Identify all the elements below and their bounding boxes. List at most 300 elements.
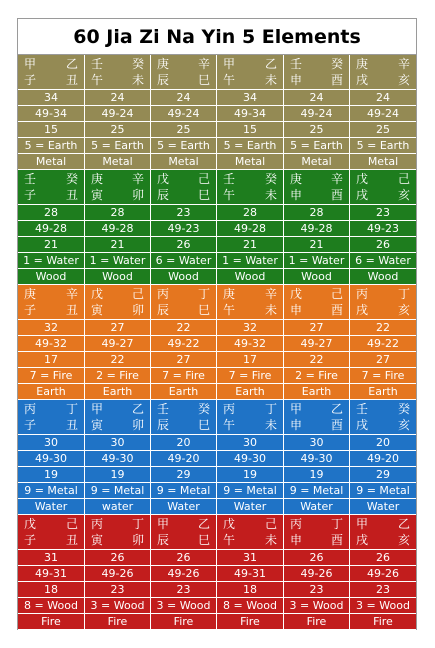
table-cell: 5 = Earth xyxy=(151,138,217,154)
stem-line xyxy=(223,286,277,302)
section-4 xyxy=(18,400,416,515)
table-cell: 26 xyxy=(350,237,416,253)
stem-branch-cell xyxy=(284,515,350,550)
table-cell: 5 = Earth xyxy=(284,138,350,154)
table-cell: Earth xyxy=(151,384,217,400)
stem-line xyxy=(290,286,343,302)
table-cell: Wood xyxy=(284,269,350,285)
table-cell: 5 = Earth xyxy=(350,138,416,154)
stem-line xyxy=(290,401,343,417)
stem-branch-row xyxy=(18,285,416,320)
table-cell: 30 xyxy=(85,435,151,451)
subtraction-row xyxy=(18,566,416,582)
stem-line xyxy=(157,401,210,417)
stem-line xyxy=(24,401,78,417)
table-cell: 49-22 xyxy=(350,336,416,352)
glyph: 酉 xyxy=(330,73,343,87)
glyph: 丑 xyxy=(65,73,78,87)
glyph: 己 xyxy=(197,172,210,186)
glyph: 未 xyxy=(264,533,277,547)
glyph: 午 xyxy=(223,533,236,547)
table-cell: 9 = Metal xyxy=(85,483,151,499)
table-cell: 49-24 xyxy=(284,106,350,122)
table-cell: 7 = Fire xyxy=(18,368,85,384)
stem-line xyxy=(223,516,277,532)
stem-branch-cell xyxy=(85,400,151,435)
glyph: 寅 xyxy=(91,418,104,432)
stem-line xyxy=(91,171,144,187)
glyph: 辛 xyxy=(131,172,144,186)
glyph: 壬 xyxy=(223,172,236,186)
stem-branch-cell xyxy=(350,55,416,90)
table-cell: 34 xyxy=(217,90,284,106)
subtraction-row xyxy=(18,221,416,237)
glyph: 丑 xyxy=(65,188,78,202)
glyph: 戊 xyxy=(24,517,37,531)
glyph: 未 xyxy=(264,73,277,87)
glyph: 丑 xyxy=(65,418,78,432)
stem-branch-row xyxy=(18,515,416,550)
table-cell: 21 xyxy=(18,237,85,253)
stem-line xyxy=(356,516,410,532)
table-cell: 6 = Water xyxy=(350,253,416,269)
branch-line xyxy=(290,72,343,88)
table-cell: 18 xyxy=(18,582,85,598)
table-cell: Metal xyxy=(350,154,416,170)
stem-branch-row xyxy=(18,400,416,435)
table-cell: 17 xyxy=(18,352,85,368)
table-cell: 28 xyxy=(217,205,284,221)
stem-line xyxy=(356,56,410,72)
table-cell: 49-32 xyxy=(18,336,85,352)
branch-line xyxy=(24,187,78,203)
stem-branch-cell xyxy=(350,515,416,550)
glyph: 亥 xyxy=(397,73,410,87)
glyph: 丁 xyxy=(131,517,144,531)
stem-branch-cell xyxy=(151,170,217,205)
table-cell: 26 xyxy=(151,550,217,566)
glyph: 戊 xyxy=(356,172,369,186)
table-cell: 31 xyxy=(217,550,284,566)
table-cell: Fire xyxy=(18,614,85,630)
glyph: 午 xyxy=(223,418,236,432)
glyph: 壬 xyxy=(91,57,104,71)
stem-line xyxy=(223,56,277,72)
table-cell: Wood xyxy=(85,269,151,285)
glyph: 庚 xyxy=(157,57,170,71)
glyph: 辰 xyxy=(157,303,170,317)
table-cell: 1 = Water xyxy=(18,253,85,269)
glyph: 未 xyxy=(264,188,277,202)
glyph: 丙 xyxy=(223,402,236,416)
glyph: 申 xyxy=(290,188,303,202)
table-cell: Water xyxy=(151,499,217,515)
glyph: 丙 xyxy=(91,517,104,531)
glyph: 戌 xyxy=(356,303,369,317)
glyph: 申 xyxy=(290,73,303,87)
table-cell: 6 = Water xyxy=(151,253,217,269)
glyph: 乙 xyxy=(397,517,410,531)
stem-line xyxy=(24,516,78,532)
glyph: 乙 xyxy=(264,57,277,71)
table-cell: 49-28 xyxy=(284,221,350,237)
glyph: 酉 xyxy=(330,303,343,317)
table-cell: 49-27 xyxy=(85,336,151,352)
glyph: 甲 xyxy=(157,517,170,531)
glyph: 戊 xyxy=(290,287,303,301)
table-cell: 24 xyxy=(85,90,151,106)
glyph: 丑 xyxy=(65,533,78,547)
stem-branch-cell xyxy=(350,400,416,435)
branch-line xyxy=(356,302,410,318)
table-cell: 25 xyxy=(85,122,151,138)
table-cell: 9 = Metal xyxy=(217,483,284,499)
glyph: 子 xyxy=(24,73,37,87)
branch-line xyxy=(223,72,277,88)
glyph: 丙 xyxy=(24,402,37,416)
glyph: 巳 xyxy=(197,73,210,87)
glyph: 酉 xyxy=(330,533,343,547)
table-cell: 27 xyxy=(85,320,151,336)
glyph: 丁 xyxy=(330,517,343,531)
glyph: 亥 xyxy=(397,418,410,432)
table-cell: 27 xyxy=(151,352,217,368)
table-cell: 49-24 xyxy=(350,106,416,122)
stem-line xyxy=(24,286,78,302)
table-cell: 24 xyxy=(284,90,350,106)
stem-line xyxy=(157,171,210,187)
table-cell: 22 xyxy=(151,320,217,336)
table-cell: 1 = Water xyxy=(85,253,151,269)
branch-line xyxy=(290,187,343,203)
table-cell: 22 xyxy=(284,352,350,368)
glyph: 癸 xyxy=(65,172,78,186)
table-cell: Fire xyxy=(151,614,217,630)
branch-line xyxy=(157,187,210,203)
glyph: 丙 xyxy=(356,287,369,301)
stem-branch-cell xyxy=(217,285,284,320)
table-cell: 25 xyxy=(151,122,217,138)
glyph: 庚 xyxy=(290,172,303,186)
stem-line xyxy=(24,171,78,187)
table-cell: 49-26 xyxy=(350,566,416,582)
table-cell: 7 = Fire xyxy=(217,368,284,384)
table-cell: Fire xyxy=(350,614,416,630)
table-cell: 19 xyxy=(217,467,284,483)
glyph: 己 xyxy=(397,172,410,186)
na-yin-element-row xyxy=(18,614,416,630)
table-cell: 49-34 xyxy=(217,106,284,122)
table-cell: 49-28 xyxy=(85,221,151,237)
glyph: 申 xyxy=(290,418,303,432)
table-cell: 3 = Wood xyxy=(85,598,151,614)
table-cell: 25 xyxy=(284,122,350,138)
table-cell: Wood xyxy=(18,269,85,285)
table-cell: 49-20 xyxy=(151,451,217,467)
page-title: 60 Jia Zi Na Yin 5 Elements xyxy=(18,19,416,55)
glyph: 癸 xyxy=(264,172,277,186)
table-cell: 9 = Metal xyxy=(350,483,416,499)
glyph: 戊 xyxy=(223,517,236,531)
glyph: 申 xyxy=(290,533,303,547)
na-yin-element-row xyxy=(18,499,416,515)
glyph: 丑 xyxy=(65,303,78,317)
element-calc-row xyxy=(18,138,416,154)
glyph: 酉 xyxy=(330,188,343,202)
glyph: 巳 xyxy=(197,533,210,547)
glyph: 甲 xyxy=(24,57,37,71)
stem-line xyxy=(91,516,144,532)
table-cell: 21 xyxy=(217,237,284,253)
table-cell: Earth xyxy=(85,384,151,400)
glyph: 巳 xyxy=(197,418,210,432)
glyph: 癸 xyxy=(131,57,144,71)
stem-line xyxy=(157,516,210,532)
table-cell: Fire xyxy=(217,614,284,630)
section-2 xyxy=(18,170,416,285)
stem-branch-cell xyxy=(18,285,85,320)
table-cell: 28 xyxy=(284,205,350,221)
element-calc-row xyxy=(18,483,416,499)
table-cell: 2 = Fire xyxy=(284,368,350,384)
table-cell: 24 xyxy=(151,90,217,106)
table-cell: 49-23 xyxy=(350,221,416,237)
glyph: 午 xyxy=(223,188,236,202)
stem-line xyxy=(356,401,410,417)
table-cell: Wood xyxy=(151,269,217,285)
glyph: 卯 xyxy=(131,533,144,547)
glyph: 未 xyxy=(264,303,277,317)
glyph: 庚 xyxy=(91,172,104,186)
table-cell: Wood xyxy=(217,269,284,285)
glyph: 乙 xyxy=(197,517,210,531)
stem-branch-cell xyxy=(350,285,416,320)
table-cell: 1 = Water xyxy=(284,253,350,269)
glyph: 丙 xyxy=(290,517,303,531)
glyph: 己 xyxy=(131,287,144,301)
table-cell: 3 = Wood xyxy=(284,598,350,614)
glyph: 丁 xyxy=(264,402,277,416)
glyph: 酉 xyxy=(330,418,343,432)
glyph: 己 xyxy=(65,517,78,531)
glyph: 癸 xyxy=(197,402,210,416)
table-cell: 49-26 xyxy=(284,566,350,582)
table-cell: 26 xyxy=(350,550,416,566)
stem-branch-cell xyxy=(284,55,350,90)
subtraction-row xyxy=(18,106,416,122)
glyph: 戊 xyxy=(157,172,170,186)
stem-branch-cell xyxy=(284,400,350,435)
stem-branch-cell xyxy=(350,170,416,205)
branch-line xyxy=(157,417,210,433)
glyph: 子 xyxy=(24,418,37,432)
table-cell: 3 = Wood xyxy=(151,598,217,614)
result-row xyxy=(18,582,416,598)
glyph: 辛 xyxy=(65,287,78,301)
stem-branch-cell xyxy=(85,170,151,205)
glyph: 甲 xyxy=(91,402,104,416)
glyph: 寅 xyxy=(91,303,104,317)
glyph: 午 xyxy=(91,73,104,87)
table-cell: 34 xyxy=(18,90,85,106)
table-cell: 23 xyxy=(350,205,416,221)
table-cell: 49-31 xyxy=(18,566,85,582)
section-5 xyxy=(18,515,416,630)
table-cell: 9 = Metal xyxy=(18,483,85,499)
table-cell: 23 xyxy=(85,582,151,598)
table-cell: Metal xyxy=(284,154,350,170)
branch-line xyxy=(24,532,78,548)
glyph: 辰 xyxy=(157,533,170,547)
table-cell: 49-30 xyxy=(18,451,85,467)
glyph: 未 xyxy=(131,73,144,87)
branch-line xyxy=(290,417,343,433)
glyph: 乙 xyxy=(131,402,144,416)
branch-line xyxy=(356,72,410,88)
table-cell: Metal xyxy=(151,154,217,170)
stem-branch-cell xyxy=(151,55,217,90)
table-cell: 21 xyxy=(85,237,151,253)
table-cell: 17 xyxy=(217,352,284,368)
glyph: 甲 xyxy=(290,402,303,416)
table-cell: 9 = Metal xyxy=(151,483,217,499)
branch-line xyxy=(223,302,277,318)
table-cell: 49-32 xyxy=(217,336,284,352)
table-cell: 15 xyxy=(18,122,85,138)
table-cell: 26 xyxy=(284,550,350,566)
stem-line xyxy=(356,286,410,302)
glyph: 癸 xyxy=(330,57,343,71)
branch-line xyxy=(24,417,78,433)
table-cell: 30 xyxy=(18,435,85,451)
glyph: 壬 xyxy=(356,402,369,416)
table-cell: 49-26 xyxy=(151,566,217,582)
glyph: 子 xyxy=(24,533,37,547)
stem-line xyxy=(290,171,343,187)
glyph: 寅 xyxy=(91,188,104,202)
branch-line xyxy=(157,72,210,88)
table-cell: 3 = Wood xyxy=(350,598,416,614)
result-row xyxy=(18,237,416,253)
glyph: 卯 xyxy=(131,418,144,432)
branch-line xyxy=(356,532,410,548)
table-cell: 20 xyxy=(151,435,217,451)
branch-line xyxy=(356,187,410,203)
glyph: 壬 xyxy=(157,402,170,416)
glyph: 辰 xyxy=(157,418,170,432)
glyph: 亥 xyxy=(397,303,410,317)
table-cell: 30 xyxy=(284,435,350,451)
table-cell: Earth xyxy=(284,384,350,400)
table-cell: 29 xyxy=(350,467,416,483)
section-1 xyxy=(18,55,416,170)
stem-line xyxy=(223,401,277,417)
branch-line xyxy=(91,532,144,548)
number-row xyxy=(18,90,416,106)
table-cell: 49-28 xyxy=(217,221,284,237)
stem-branch-cell xyxy=(284,170,350,205)
table-cell: Metal xyxy=(217,154,284,170)
glyph: 子 xyxy=(24,188,37,202)
table-cell: 15 xyxy=(217,122,284,138)
table-cell: Water xyxy=(284,499,350,515)
glyph: 丁 xyxy=(65,402,78,416)
table-cell: 26 xyxy=(85,550,151,566)
result-row xyxy=(18,352,416,368)
glyph: 辛 xyxy=(397,57,410,71)
table-cell: 8 = Wood xyxy=(217,598,284,614)
table-cell: Earth xyxy=(350,384,416,400)
result-row xyxy=(18,122,416,138)
stem-branch-cell xyxy=(18,55,85,90)
table-cell: 49-20 xyxy=(350,451,416,467)
stem-branch-cell xyxy=(217,515,284,550)
glyph: 辰 xyxy=(157,188,170,202)
table-cell: 30 xyxy=(217,435,284,451)
glyph: 庚 xyxy=(24,287,37,301)
table-cell: 49-30 xyxy=(85,451,151,467)
table-cell: 26 xyxy=(151,237,217,253)
table-cell: 25 xyxy=(350,122,416,138)
glyph: 亥 xyxy=(397,188,410,202)
stem-branch-cell xyxy=(18,515,85,550)
glyph: 辛 xyxy=(264,287,277,301)
glyph: 庚 xyxy=(223,287,236,301)
glyph: 寅 xyxy=(91,533,104,547)
number-row xyxy=(18,320,416,336)
branch-line xyxy=(223,187,277,203)
table-cell: 28 xyxy=(85,205,151,221)
glyph: 丁 xyxy=(197,287,210,301)
glyph: 壬 xyxy=(290,57,303,71)
number-row xyxy=(18,205,416,221)
glyph: 午 xyxy=(223,73,236,87)
glyph: 甲 xyxy=(356,517,369,531)
glyph: 壬 xyxy=(24,172,37,186)
section-3 xyxy=(18,285,416,400)
table-cell: Metal xyxy=(85,154,151,170)
table-cell: 23 xyxy=(151,582,217,598)
stem-line xyxy=(290,516,343,532)
na-yin-table xyxy=(17,18,417,630)
table-cell: 18 xyxy=(217,582,284,598)
table-cell: 28 xyxy=(18,205,85,221)
table-cell: Water xyxy=(350,499,416,515)
table-cell: Fire xyxy=(85,614,151,630)
table-cell: 5 = Earth xyxy=(217,138,284,154)
branch-line xyxy=(91,72,144,88)
glyph: 辛 xyxy=(330,172,343,186)
branch-line xyxy=(91,417,144,433)
table-cell: 27 xyxy=(350,352,416,368)
glyph: 甲 xyxy=(223,57,236,71)
stem-branch-cell xyxy=(217,170,284,205)
table-cell: 27 xyxy=(284,320,350,336)
subtraction-row xyxy=(18,451,416,467)
table-cell: 23 xyxy=(350,582,416,598)
stem-branch-cell xyxy=(18,400,85,435)
glyph: 午 xyxy=(223,303,236,317)
table-cell: 19 xyxy=(18,467,85,483)
glyph: 戌 xyxy=(356,188,369,202)
stem-line xyxy=(91,401,144,417)
glyph: 戌 xyxy=(356,73,369,87)
table-cell: Earth xyxy=(18,384,85,400)
glyph: 巳 xyxy=(197,188,210,202)
branch-line xyxy=(223,417,277,433)
table-cell: 31 xyxy=(18,550,85,566)
table-cell: 21 xyxy=(284,237,350,253)
